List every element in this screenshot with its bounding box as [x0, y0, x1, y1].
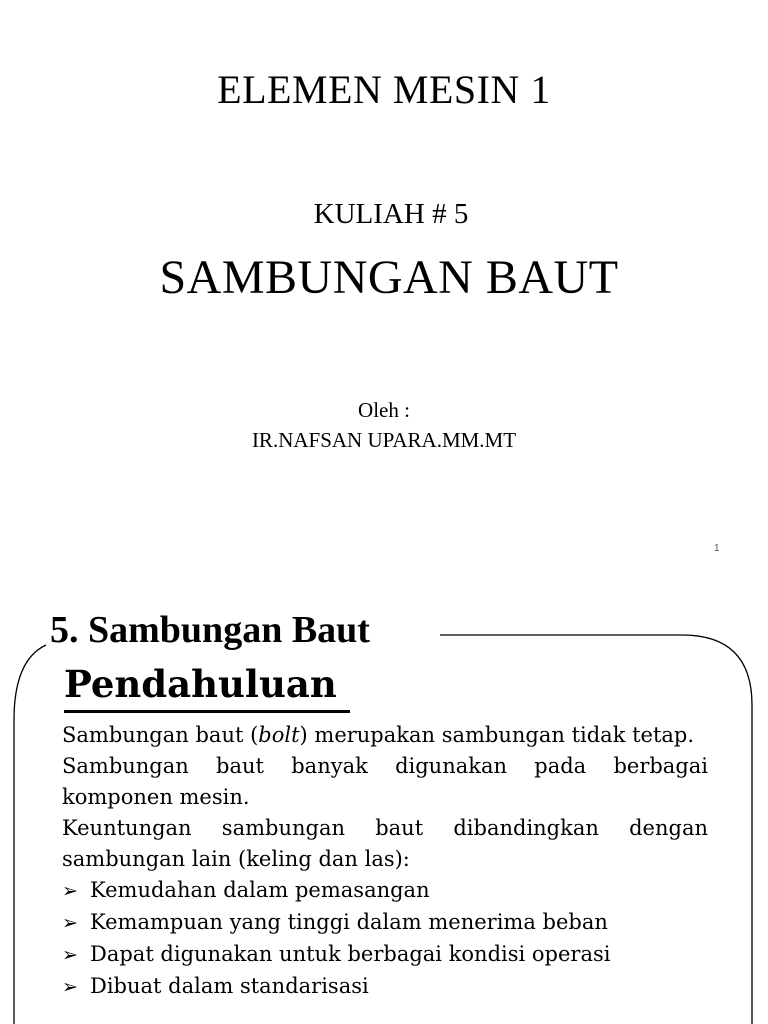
list-item [62, 875, 708, 907]
italic-term: bolt [258, 723, 300, 747]
list-item-text: Kemampuan yang tinggi dalam menerima beban [90, 910, 608, 934]
lecture-number: KULIAH # 5 [313, 198, 469, 230]
paragraph-definition [62, 720, 708, 751]
content-slide [0, 570, 768, 1024]
author-name: IR.NAFSAN UPARA.MM.MT [251, 428, 517, 452]
slide-body [62, 720, 708, 1003]
author-label: Oleh : [358, 398, 410, 422]
paragraph-text: ) merupakan sambungan tidak tetap. [299, 723, 695, 747]
arrow-bullet-icon: ➢ [62, 880, 78, 902]
arrow-bullet-icon: ➢ [62, 944, 78, 966]
subsection-heading: Pendahuluan [64, 662, 337, 706]
list-item-text: Kemudahan dalam pemasangan [90, 878, 430, 902]
list-item-text: Dapat digunakan untuk berbagai kondisi operasi [90, 942, 611, 966]
list-item [62, 939, 708, 971]
lecture-title: SAMBUNGAN BAUT [159, 251, 619, 304]
paragraph-advantages: Keuntungan sambungan baut dibandingkan dengan sambungan lain (keling dan las): [62, 816, 708, 871]
section-heading: 5. Sambungan Baut [50, 608, 378, 652]
advantages-list [62, 875, 708, 1003]
list-item [62, 971, 708, 1003]
list-item-text: Dibuat dalam standarisasi [90, 974, 369, 998]
subsection-underline [64, 710, 350, 713]
page-number: 1 [714, 543, 720, 554]
paragraph-text: Sambungan baut ( [62, 723, 259, 747]
arrow-bullet-icon: ➢ [62, 976, 78, 998]
course-title: ELEMEN MESIN 1 [217, 67, 551, 112]
arrow-bullet-icon: ➢ [62, 912, 78, 934]
paragraph-usage: Sambungan baut banyak digunakan pada berbagai komponen mesin. [62, 754, 708, 809]
list-item [62, 907, 708, 939]
